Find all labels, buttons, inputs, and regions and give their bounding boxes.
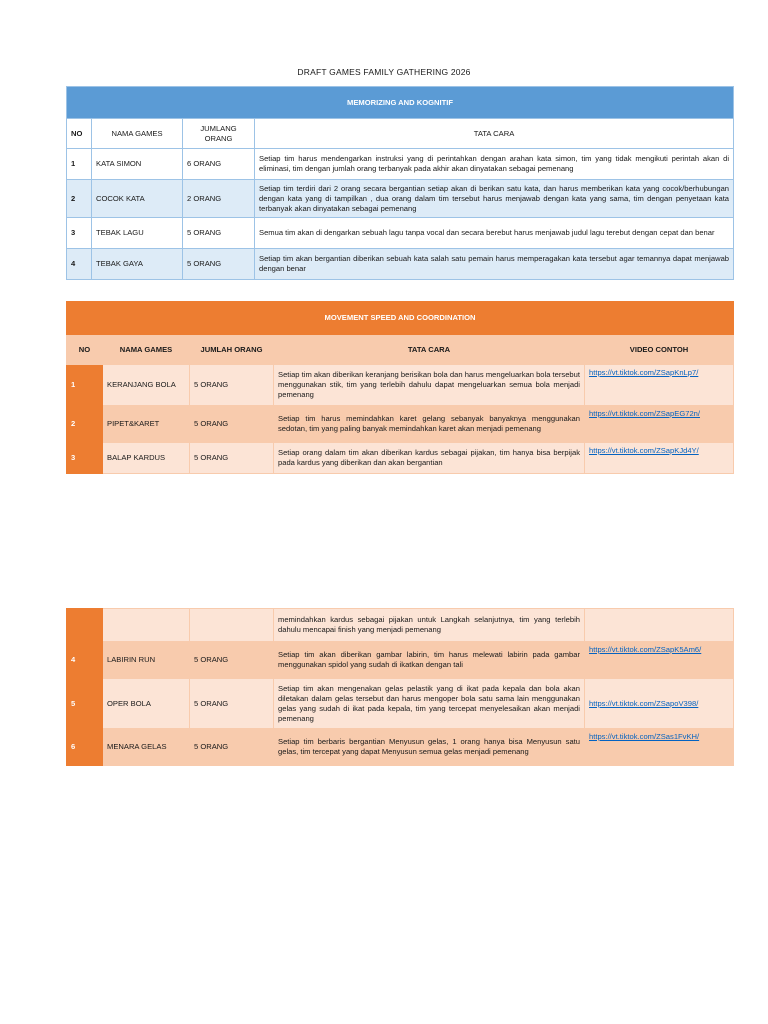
player-count: 5 ORANG: [183, 218, 255, 249]
game-rules: Setiap tim akan mengenakan gelas pelastik yang di ikat pada kepala dan bola akan diletakan dalam gelas tersebut dan harus mengoper bola satu sama lain menggunakan gelas yang sudah di ikat pada kepala, tim yang tercepat menyelesaikan akan menjadi pemenang: [274, 679, 585, 729]
column-header-count: JUMLANG ORANG: [183, 119, 255, 149]
game-rules: Setiap tim berbaris bergantian Menyusun gelas, 1 orang hanya bisa Menyusun satu gelas, tim tercepat yang dapat Menyusun semua gelas menjadi pemenang: [274, 729, 585, 766]
game-rules: Setiap orang dalam tim akan diberikan kardus sebagai pijakan, tim hanya bisa berpijak pada kardus yang diberikan dan akan bergantian: [274, 443, 585, 474]
table-row: [67, 149, 734, 180]
player-count: 5 ORANG: [190, 406, 274, 443]
player-count: 5 ORANG: [190, 679, 274, 729]
row-number: 1: [67, 365, 103, 406]
row-number: 4: [67, 642, 103, 679]
column-header-name: NAMA GAMES: [103, 335, 190, 365]
game-rules: Setiap tim harus mendengarkan instruksi yang di perintahkan dengan arahan kata simon, tim yang tidak mengikuti perintah akan di eliminasi, tim dengan jumlah orang terbanyak pada akhir akan dinyatakan sebagai pemenang: [255, 149, 734, 180]
game-rules: Setiap tim terdiri dari 2 orang secara bergantian setiap akan di berikan satu kata, dan harus memberikan kata yang cocok/berhubungan dengan kata yang di tampilkan , dua orang dalam tim tersebut harus menjawab dengan kata yang sama, tim dengan penyetaan kata terbanyak akan dinyatakan sebagai pemenang: [255, 180, 734, 218]
table-row: [67, 642, 734, 679]
row-number: 6: [67, 729, 103, 766]
memorizing-table: [66, 86, 734, 280]
game-name: LABIRIN RUN: [103, 642, 190, 679]
game-name: OPER BOLA: [103, 679, 190, 729]
column-header-name: NAMA GAMES: [92, 119, 183, 149]
table-row: [67, 443, 734, 474]
game-name: COCOK KATA: [92, 180, 183, 218]
game-rules: Setiap tim akan bergantian diberikan sebuah kata salah satu pemain harus memperagakan kata tersebut agar temannya dapat menjawab dengan benar: [255, 249, 734, 280]
game-name: KATA SIMON: [92, 149, 183, 180]
player-count: 5 ORANG: [190, 365, 274, 406]
column-header-count: JUMLAH ORANG: [190, 335, 274, 365]
video-link[interactable]: https://vt.tiktok.com/ZSapoV398/: [589, 698, 699, 708]
game-name: KERANJANG BOLA: [103, 365, 190, 406]
column-header-rules: TATA CARA: [255, 119, 734, 149]
game-name: BALAP KARDUS: [103, 443, 190, 474]
game-rules: Setiap tim harus memindahkan karet gelang sebanyak banyaknya menggunakan sedotan, tim yang paling banyak memindahkan karet akan menjadi pemenang: [274, 406, 585, 443]
row-number: 3: [67, 443, 103, 474]
video-link[interactable]: https://vt.tiktok.com/ZSapKJd4Y/: [589, 446, 699, 455]
video-link[interactable]: https://vt.tiktok.com/ZSapKnLp7/: [589, 368, 699, 377]
game-name: MENARA GELAS: [103, 729, 190, 766]
game-name: TEBAK LAGU: [92, 218, 183, 249]
table-row: [67, 679, 734, 729]
table-row: [67, 180, 734, 218]
column-header-video: VIDEO CONTOH: [585, 335, 734, 365]
player-count: 6 ORANG: [183, 149, 255, 180]
row-number: [67, 609, 103, 642]
game-name: PIPET&KARET: [103, 406, 190, 443]
player-count: 2 ORANG: [183, 180, 255, 218]
row-number: 5: [67, 679, 103, 729]
game-name: TEBAK GAYA: [92, 249, 183, 280]
row-number: 2: [67, 180, 92, 218]
document-title: DRAFT GAMES FAMILY GATHERING 2026: [297, 67, 471, 77]
player-count: 5 ORANG: [190, 729, 274, 766]
row-number: 3: [67, 218, 92, 249]
player-count: 5 ORANG: [183, 249, 255, 280]
column-header-rules: TATA CARA: [274, 335, 585, 365]
table-row: [67, 249, 734, 280]
video-link[interactable]: https://vt.tiktok.com/ZSapK5Am6/: [589, 645, 702, 654]
movement-table: [66, 301, 734, 474]
table-row: [67, 609, 734, 642]
table-header: MOVEMENT SPEED AND COORDINATION: [67, 302, 734, 335]
game-rules-continuation: memindahkan kardus sebagai pijakan untuk Langkah selanjutnya, tim yang terlebih dahulu mencapai finish yang menjadi pemenang: [274, 609, 585, 642]
game-rules: Semua tim akan di dengarkan sebuah lagu tanpa vocal dan secara berebut harus menjawab judul lagu terebut dengan cepat dan benar: [255, 218, 734, 249]
table-row: [67, 365, 734, 406]
table-row: [67, 406, 734, 443]
game-rules: Setiap tim akan diberikan gambar labirin, tim harus melewati labirin pada gambar menggunakan spidol yang sudah di ikatkan dengan tali: [274, 642, 585, 679]
table-header: MEMORIZING AND KOGNITIF: [67, 87, 734, 119]
table-row: [67, 729, 734, 766]
movement-table-continued: [66, 608, 734, 766]
column-header-no: NO: [67, 119, 92, 149]
row-number: 4: [67, 249, 92, 280]
table-row: [67, 218, 734, 249]
player-count: 5 ORANG: [190, 642, 274, 679]
game-rules: Setiap tim akan diberikan keranjang berisikan bola dan harus mengeluarkan bola tersebut menggunakan stik, tim yang terlebih dahulu dapat mengeluarkan semua bola menjadi pemenang: [274, 365, 585, 406]
column-header-no: NO: [67, 335, 103, 365]
video-link[interactable]: https://vt.tiktok.com/ZSapEG72n/: [589, 409, 700, 418]
row-number: 1: [67, 149, 92, 180]
video-link[interactable]: https://vt.tiktok.com/ZSas1FvKH/: [589, 732, 700, 741]
player-count: 5 ORANG: [190, 443, 274, 474]
row-number: 2: [67, 406, 103, 443]
